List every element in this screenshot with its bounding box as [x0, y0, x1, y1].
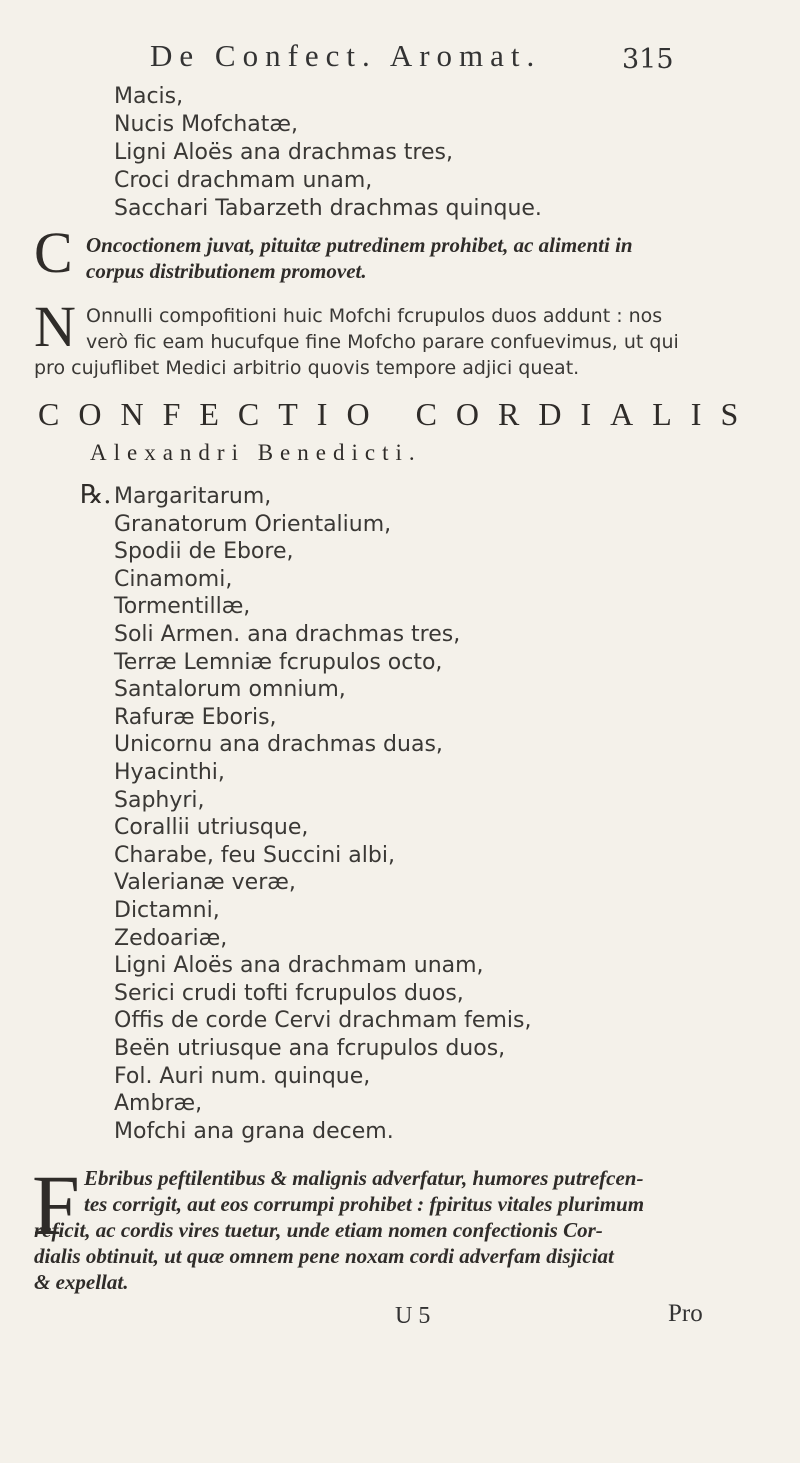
ingredient-line: Corallii utriusque, [114, 815, 309, 841]
ingredient-line: Offis de corde Cervi drachmam femis, [114, 1008, 532, 1034]
ingredient-line: Serici crudi tofti fcrupulos duos, [114, 980, 464, 1006]
ingredient-line: Macis, [114, 84, 184, 109]
running-title: De Confect. Aromat. [150, 38, 542, 73]
ingredient-line: Spodii de Ebore, [114, 539, 294, 565]
ingredient-line: Beën utriusque ana fcrupulos duos, [114, 1036, 506, 1061]
ingredient-line: Sacchari Tabarzeth drachmas quinque. [114, 196, 542, 221]
paragraph-line: verò fic eam hucufque fine Mofcho parare confuevimus, ut qui [86, 331, 679, 353]
paragraph-line: Onnulli compofitioni huic Mofchi fcrupulos duos addunt : nos [86, 305, 663, 327]
ingredient-line: Cinamomi, [114, 566, 233, 592]
drop-cap: N [34, 294, 76, 359]
ingredient-line: Rafuræ Eboris, [114, 704, 277, 730]
paragraph-line: pro cujuflibet Medici arbitrio quovis tempore adjici queat. [34, 357, 580, 379]
ingredient-line: Soli Armen. ana drachmas tres, [114, 622, 461, 647]
drop-cap: C [34, 220, 73, 285]
section-subtitle: Alexandri Benedicti. [90, 440, 422, 465]
drop-cap: F [32, 1157, 80, 1253]
paragraph-line: Ebribus peftilentibus & malignis adverfatur, humores putrefcen- [84, 1166, 644, 1190]
ingredient-line: Santalorum omnium, [114, 677, 346, 703]
ingredient-line: Unicornu ana drachmas duas, [114, 732, 443, 758]
signature-mark: U 5 [395, 1303, 431, 1329]
ingredient-line: Croci drachmam unam, [114, 168, 373, 193]
ingredient-line: Ligni Aloës ana drachmas tres, [114, 140, 453, 165]
ingredient-line: Terræ Lemniæ fcrupulos octo, [114, 649, 443, 675]
ingredient-line: Ligni Aloës ana drachmam unam, [114, 953, 484, 979]
ingredient-line: Charabe, feu Succini albi, [114, 842, 395, 868]
ingredient-line: Margaritarum, [114, 484, 272, 509]
ingredient-line: Dictamni, [114, 898, 220, 923]
recipe-symbol: ℞. [80, 480, 112, 510]
ingredient-line: Nucis Mofchatæ, [114, 112, 298, 137]
paragraph-line: corpus distributionem promovet. [86, 259, 367, 283]
paragraph-line: tes corrigit, aut eos corrumpi prohibet : fpiritus vitales plurimum [84, 1192, 645, 1216]
page-number: 315 [622, 44, 674, 75]
catchword: Pro [668, 1300, 703, 1327]
paragraph-line: & expellat. [34, 1270, 129, 1294]
ingredient-line: Fol. Auri num. quinque, [114, 1063, 371, 1089]
ingredient-line: Hyacinthi, [114, 760, 225, 785]
paragraph-line: Oncoctionem juvat, pituitæ putredinem prohibet, ac alimenti in [86, 233, 633, 257]
ingredient-line: Mofchi ana grana decem. [114, 1118, 394, 1144]
ingredient-line: Zedoariæ, [114, 925, 228, 951]
section-title: CONFECTIO CORDIALIS [38, 396, 758, 432]
paragraph-line: reficit, ac cordis vires tuetur, unde etiam nomen confectionis Cor- [34, 1218, 603, 1242]
ingredient-line: Tormentillæ, [114, 594, 251, 620]
ingredient-line: Ambræ, [114, 1091, 203, 1117]
ingredient-line: Valerianæ veræ, [114, 870, 296, 896]
paragraph-line: dialis obtinuit, ut quæ omnem pene noxam cordi adverfam disjiciat [34, 1244, 614, 1268]
ingredient-line: Granatorum Orientalium, [114, 511, 392, 537]
ingredient-line: Saphyri, [114, 787, 205, 813]
